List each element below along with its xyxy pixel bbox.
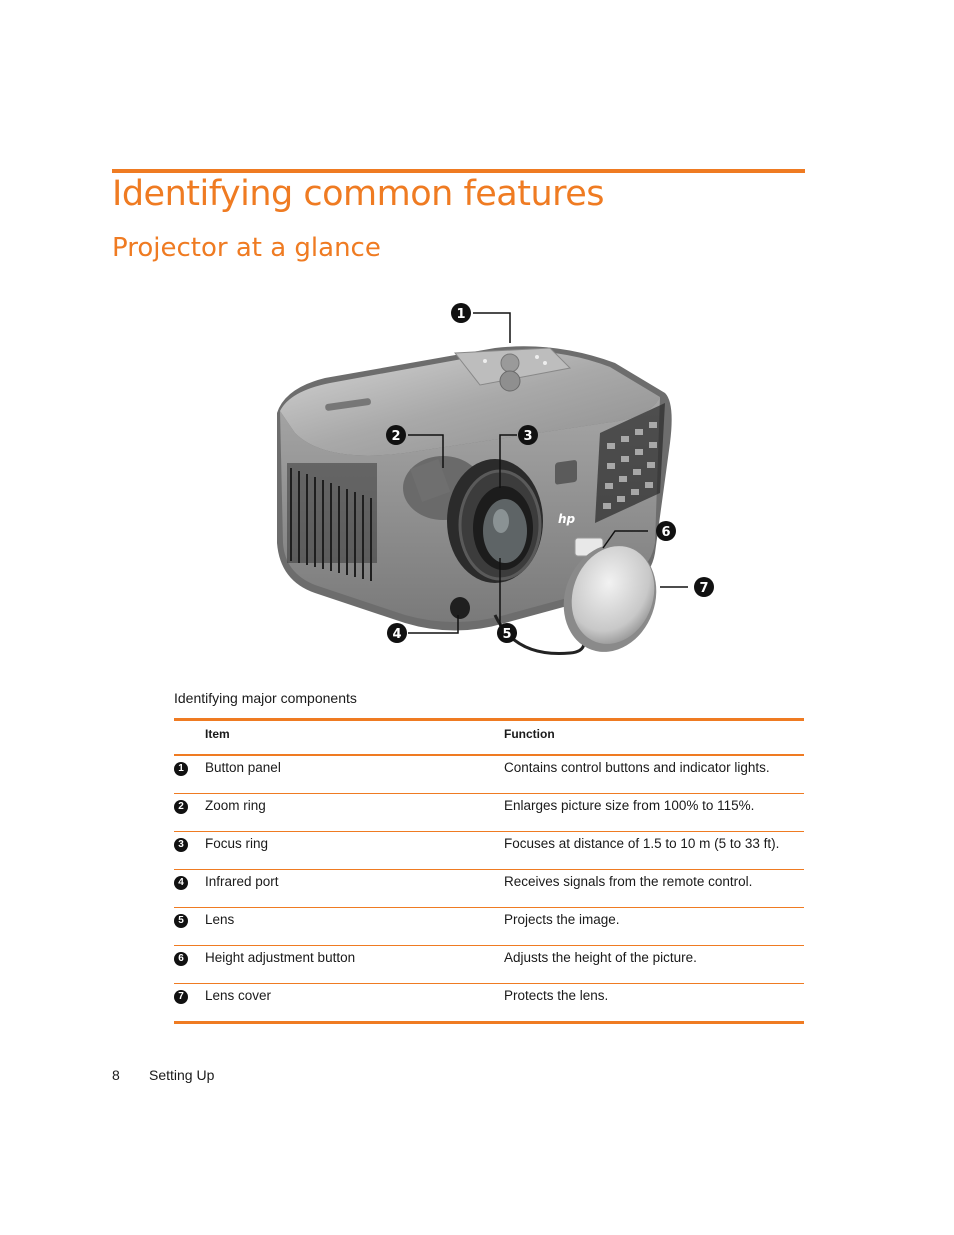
row-number: 1 [174, 762, 188, 776]
page-number: 8 [112, 1067, 120, 1083]
components-table [174, 718, 804, 1024]
row-item: Height adjustment button [205, 950, 356, 965]
callout-5 [497, 623, 517, 643]
row-item: Lens cover [205, 988, 272, 1003]
row-function: Protects the lens. [504, 988, 609, 1003]
table-row [174, 794, 804, 832]
table-row [174, 832, 804, 870]
row-item: Zoom ring [205, 798, 266, 813]
header-function: Function [504, 727, 555, 741]
row-item: Focus ring [205, 836, 269, 851]
row-number: 4 [174, 876, 188, 890]
callout-3 [518, 425, 538, 445]
svg-text:3: 3 [523, 429, 533, 444]
projector-figure [255, 293, 725, 673]
row-function: Projects the image. [504, 912, 620, 927]
table-row [174, 870, 804, 908]
table-caption: Identifying major components [174, 690, 357, 706]
row-function: Adjusts the height of the picture. [504, 950, 697, 965]
row-function: Receives signals from the remote control. [504, 874, 753, 889]
row-function: Focuses at distance of 1.5 to 10 m (5 to 33 ft). [504, 836, 780, 851]
section-heading: Projector at a glance [112, 233, 381, 263]
table-row [174, 908, 804, 946]
svg-text:6: 6 [661, 525, 671, 540]
svg-text:5: 5 [502, 627, 512, 642]
section-name: Setting Up [149, 1067, 215, 1083]
row-function: Contains control buttons and indicator lights. [504, 760, 770, 775]
svg-text:1: 1 [456, 307, 466, 322]
header-item: Item [205, 727, 230, 741]
page-title: Identifying common features [112, 174, 605, 214]
row-number: 6 [174, 952, 188, 966]
row-number: 7 [174, 990, 188, 1004]
table-header [174, 721, 804, 756]
row-number: 5 [174, 914, 188, 928]
row-number: 3 [174, 838, 188, 852]
row-item: Lens [205, 912, 235, 927]
callout-6 [656, 521, 676, 541]
callout-1 [451, 303, 471, 323]
callout-2 [386, 425, 406, 445]
svg-text:7: 7 [699, 581, 709, 596]
table-row [174, 946, 804, 984]
hp-logo-text: hp [558, 512, 576, 526]
row-number: 2 [174, 800, 188, 814]
projector-illustration [255, 293, 725, 673]
svg-text:4: 4 [392, 627, 402, 642]
table-row [174, 984, 804, 1021]
callout-7 [694, 577, 714, 597]
table-row [174, 756, 804, 794]
svg-text:2: 2 [391, 429, 401, 444]
row-item: Button panel [205, 760, 281, 775]
callout-4 [387, 623, 407, 643]
row-item: Infrared port [205, 874, 279, 889]
row-function: Enlarges picture size from 100% to 115%. [504, 798, 755, 813]
